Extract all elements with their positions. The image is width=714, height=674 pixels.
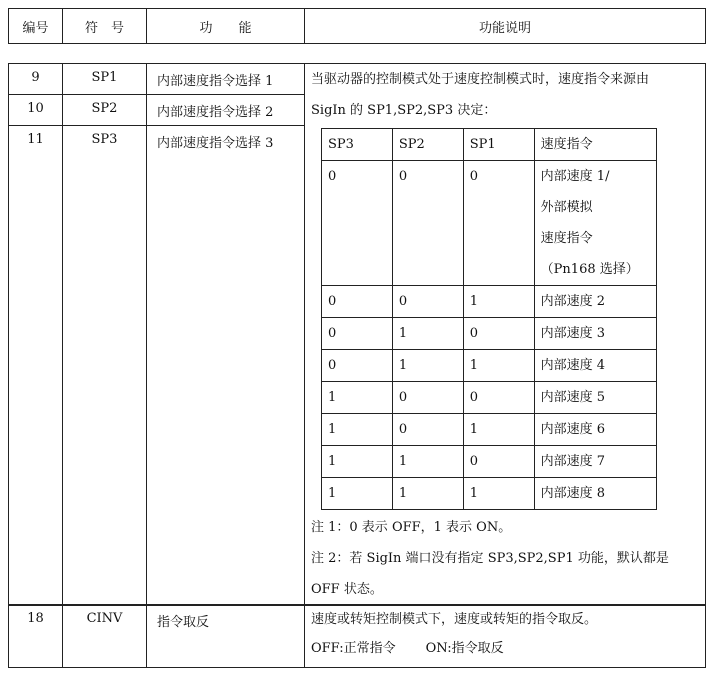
cell-sp2: 0 — [392, 161, 463, 286]
speed-row — [322, 446, 657, 478]
speed-line: 外部模拟 — [540, 200, 593, 215]
th-sp1: SP1 — [463, 129, 534, 161]
cell-speed: 内部速度 5 — [534, 382, 656, 414]
row-symbol: SP1 — [63, 64, 147, 95]
speed-line: 内部速度 1/ — [540, 169, 610, 184]
cell-sp1: 1 — [463, 286, 534, 318]
cell-sp3: 1 — [322, 382, 393, 414]
cell-sp3: 1 — [322, 478, 393, 510]
cell-sp2: 1 — [392, 318, 463, 350]
cell-speed: 内部速度 6 — [534, 414, 656, 446]
table-row — [9, 64, 706, 95]
cell-sp1: 1 — [463, 350, 534, 382]
cell-speed: 内部速度 2 — [534, 286, 656, 318]
function-description — [305, 64, 706, 606]
note-2: 注 2：若 SigIn 端口没有指定 SP3,SP2,SP1 功能，默认都是 — [311, 551, 669, 566]
speed-row — [322, 478, 657, 510]
cell-sp3: 1 — [322, 414, 393, 446]
cell-sp1: 1 — [463, 478, 534, 510]
row-no: 11 — [9, 126, 63, 606]
cell-sp2: 1 — [392, 478, 463, 510]
cell-sp1: 0 — [463, 318, 534, 350]
row-symbol: SP2 — [63, 95, 147, 126]
row-no: 18 — [9, 605, 63, 668]
cell-sp1: 1 — [463, 414, 534, 446]
cell-sp2: 0 — [392, 286, 463, 318]
header-symbol: 符 号 — [63, 9, 147, 44]
speed-table-header — [322, 129, 657, 161]
cell-sp3: 0 — [322, 286, 393, 318]
cell-sp1: 0 — [463, 161, 534, 286]
cell-speed: 内部速度 3 — [534, 318, 656, 350]
speed-line: （Pn168 选择） — [540, 262, 639, 277]
signal-table-cinv — [8, 604, 706, 668]
cell-sp3: 1 — [322, 446, 393, 478]
speed-row — [322, 414, 657, 446]
speed-row — [322, 318, 657, 350]
speed-row — [322, 350, 657, 382]
row-function: 内部速度指令选择 1 — [147, 64, 305, 95]
speed-row — [322, 161, 657, 286]
off-state: OFF:正常指令 — [311, 641, 396, 656]
row-symbol: SP3 — [63, 126, 147, 606]
cell-sp1: 0 — [463, 446, 534, 478]
cell-sp1: 0 — [463, 382, 534, 414]
header-row — [9, 9, 706, 44]
note-2-cont: OFF 状态。 — [311, 582, 383, 597]
table-row — [9, 605, 706, 668]
function-description — [305, 605, 706, 668]
cell-speed: 内部速度 8 — [534, 478, 656, 510]
header-table — [8, 8, 706, 44]
cell-sp3: 0 — [322, 161, 393, 286]
cell-speed — [534, 161, 656, 286]
th-speed: 速度指令 — [534, 129, 656, 161]
cell-sp2: 0 — [392, 382, 463, 414]
cell-speed: 内部速度 7 — [534, 446, 656, 478]
note-1: 注 1：0 表示 OFF，1 表示 ON。 — [311, 520, 512, 535]
on-state: ON:指令取反 — [425, 641, 504, 656]
header-no: 编号 — [9, 9, 63, 44]
row-function: 内部速度指令选择 3 — [147, 126, 305, 606]
header-description: 功能说明 — [305, 9, 706, 44]
header-function: 功 能 — [147, 9, 305, 44]
th-sp2: SP2 — [392, 129, 463, 161]
desc-line1: 速度或转矩控制模式下，速度或转矩的指令取反。 — [311, 612, 598, 627]
desc-line1: 当驱动器的控制模式处于速度控制模式时，速度指令来源由 — [311, 72, 650, 87]
desc-line2: SigIn 的 SP1,SP2,SP3 决定： — [311, 103, 497, 118]
row-no: 10 — [9, 95, 63, 126]
speed-line: 速度指令 — [540, 231, 593, 246]
th-sp3: SP3 — [322, 129, 393, 161]
row-function: 内部速度指令选择 2 — [147, 95, 305, 126]
cell-speed: 内部速度 4 — [534, 350, 656, 382]
desc-line2 — [311, 634, 703, 663]
cell-sp3: 0 — [322, 318, 393, 350]
row-symbol: CINV — [63, 605, 147, 668]
row-function: 指令取反 — [147, 605, 305, 668]
speed-row — [322, 382, 657, 414]
signal-table — [8, 63, 706, 606]
cell-sp3: 0 — [322, 350, 393, 382]
cell-sp2: 1 — [392, 350, 463, 382]
cell-sp2: 1 — [392, 446, 463, 478]
row-no: 9 — [9, 64, 63, 95]
speed-select-table — [321, 128, 657, 510]
cell-sp2: 0 — [392, 414, 463, 446]
speed-row — [322, 286, 657, 318]
